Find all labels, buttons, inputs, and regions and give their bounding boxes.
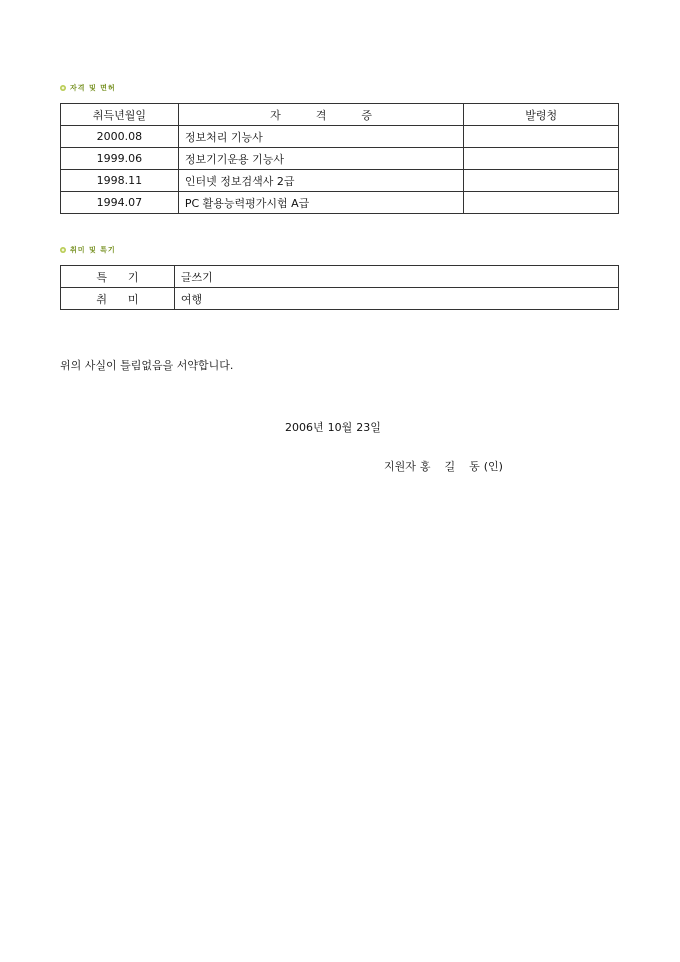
- certificates-title-text: 자격 및 면허: [70, 84, 116, 92]
- table-header-row: [61, 104, 619, 126]
- cert-name: PC 활용능력평가시험 A급: [178, 192, 464, 214]
- cert-issuer: [464, 170, 619, 192]
- cert-date: 1994.07: [61, 192, 179, 214]
- hobby-value: 글쓰기: [174, 266, 618, 288]
- cert-name: 인터넷 정보검색사 2급: [178, 170, 464, 192]
- cert-name: 정보처리 기능사: [178, 126, 464, 148]
- hobbies-table: [60, 265, 619, 310]
- cert-date: 1999.06: [61, 148, 179, 170]
- table-row: [61, 170, 619, 192]
- certificates-table: [60, 103, 619, 214]
- document-date: [285, 419, 381, 435]
- bullet-icon: [60, 247, 66, 253]
- cert-date: 1998.11: [61, 170, 179, 192]
- hobby-label: 취 미: [61, 288, 175, 310]
- cert-date: 2000.08: [61, 126, 179, 148]
- cert-name: 정보기기운용 기능사: [178, 148, 464, 170]
- date-month: 10월: [327, 421, 353, 434]
- table-row: [61, 288, 619, 310]
- table-row: [61, 266, 619, 288]
- header-cert: 자 격 증: [178, 104, 464, 126]
- header-issuer: 발령청: [464, 104, 619, 126]
- bullet-icon: [60, 85, 66, 91]
- date-year: 2006년: [285, 421, 324, 434]
- table-row: [61, 126, 619, 148]
- cert-issuer: [464, 192, 619, 214]
- certificates-section-title: [60, 83, 116, 93]
- table-row: [61, 192, 619, 214]
- signature-line: [384, 458, 503, 474]
- hobby-label: 특 기: [61, 266, 175, 288]
- hobbies-section-title: [60, 245, 116, 255]
- signature-label: 지원자: [384, 460, 416, 473]
- cert-issuer: [464, 126, 619, 148]
- header-date: 취득년월일: [61, 104, 179, 126]
- hobbies-title-text: 취미 및 특기: [70, 246, 116, 254]
- cert-issuer: [464, 148, 619, 170]
- pledge-statement: 위의 사실이 틀림없음을 서약합니다.: [60, 359, 234, 372]
- signature-name: 홍 길 동: [419, 460, 480, 473]
- signature-seal: (인): [483, 460, 503, 473]
- date-day: 23일: [356, 421, 381, 434]
- table-row: [61, 148, 619, 170]
- hobby-value: 여행: [174, 288, 618, 310]
